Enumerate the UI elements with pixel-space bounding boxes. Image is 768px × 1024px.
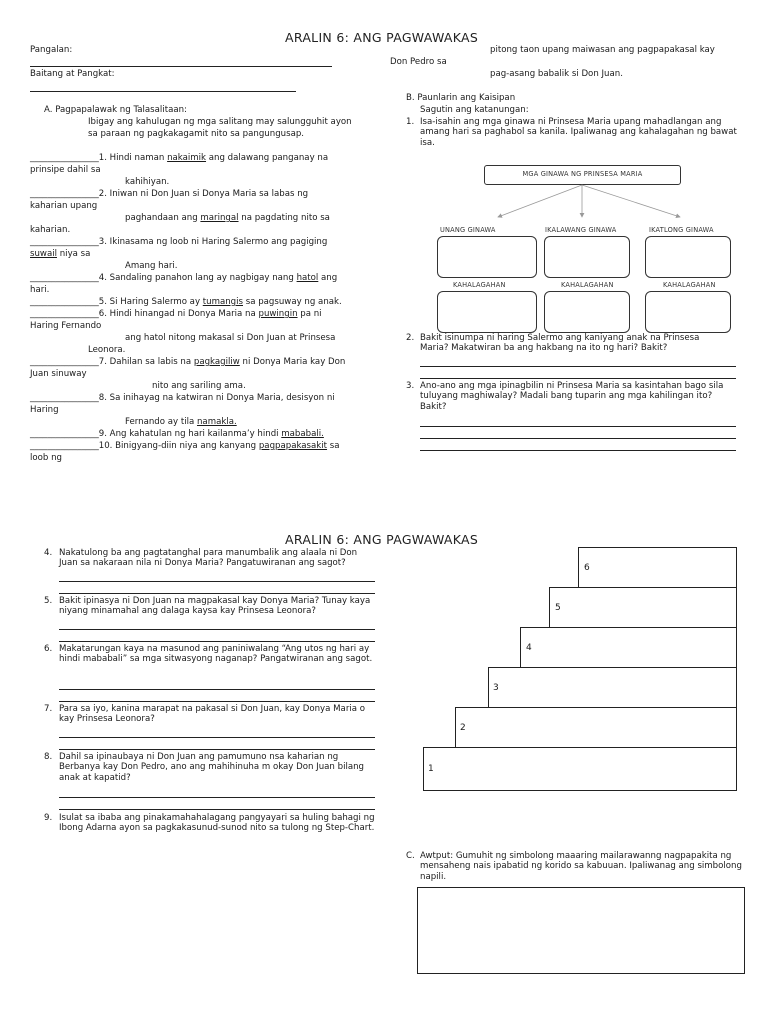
answer-blank[interactable]: ________________	[30, 237, 99, 247]
answer-line[interactable]	[59, 689, 375, 690]
vocab-item-2-cont: kaharian.	[30, 225, 71, 235]
answer-line[interactable]	[59, 737, 375, 738]
answer-line[interactable]	[420, 450, 736, 451]
question-number: 1.	[406, 117, 415, 127]
step-box-3[interactable]: 3	[488, 667, 737, 709]
vocab-item-3-cont: Amang hari.	[125, 261, 178, 271]
question-number: 6.	[44, 644, 53, 654]
vocab-item-7-cont: Juan sinuway	[30, 369, 87, 379]
answer-blank[interactable]: ________________	[30, 297, 99, 307]
question-8: Dahil sa ipinaubaya ni Don Juan ang pamumuno nsa kaharian ng Berbanya kay Don Pedro, ano ang mahihinuha m okay Don Juan bilang anak at kapatid?	[59, 752, 365, 783]
answer-blank[interactable]: ________________	[30, 273, 99, 283]
underlined-word: maringal	[200, 213, 239, 223]
answer-blank[interactable]: ________________	[30, 441, 99, 451]
answer-blank[interactable]: ________________	[30, 393, 99, 403]
question-4: Nakatulong ba ang pagtatanghal para manumbalik ang alaala ni Don Juan sa nakaraan nila ni Donya Maria? Pangatuwiranan ang sagot?	[59, 548, 358, 569]
answer-box[interactable]	[437, 291, 537, 333]
answer-line[interactable]	[59, 629, 375, 630]
vocab-item-5: ________________5. Si Haring Salermo ay tumangis sa pagsuway ng anak.	[30, 297, 342, 307]
diagram-column-label: IKATLONG GINAWA	[649, 226, 714, 234]
step-box-5[interactable]: 5	[549, 587, 737, 629]
answer-box[interactable]	[544, 291, 630, 333]
answer-line[interactable]	[59, 809, 375, 810]
underlined-word: namakla.	[196, 417, 237, 427]
section-a-instruction: sa paraan ng pagkakagamit nito sa pangungusap.	[88, 129, 305, 139]
page1-title: ARALIN 6: ANG PAGWAWAKAS	[285, 30, 479, 45]
section-a-instruction: Ibigay ang kahulugan ng mga salitang may salungguhit ayon	[88, 117, 352, 127]
diagram-sub-label: KAHALAGAHAN	[663, 281, 716, 289]
underlined-word: puwingin	[258, 309, 298, 319]
vocab-item-8: ________________8. Sa inihayag na katwiran ni Donya Maria, desisyon ni	[30, 393, 335, 403]
grade-label: Baitang at Pangkat:	[30, 69, 115, 79]
grade-line[interactable]	[30, 91, 296, 92]
answer-line[interactable]	[59, 701, 375, 702]
question-5: Bakit ipinasya ni Don Juan na magpakasal kay Donya Maria? Tunay kaya niyang minamahal ang dalaga kaysa kay Prinsesa Leonora?	[59, 596, 371, 617]
answer-line[interactable]	[420, 438, 736, 439]
vocab-item-2-cont: kaharian upang	[30, 201, 98, 211]
answer-blank[interactable]: ________________	[30, 153, 99, 163]
vocab-item-10-cont: loob ng	[30, 453, 62, 463]
answer-line[interactable]	[59, 749, 375, 750]
diagram-sub-label: KAHALAGAHAN	[561, 281, 614, 289]
question-number: 8.	[44, 752, 53, 762]
vocab-item-10: ________________10. Binigyang-diin niya ang kanyang pagpapakasakit sa	[30, 441, 340, 451]
answer-line[interactable]	[420, 366, 736, 367]
diagram-column-label: UNANG GINAWA	[440, 226, 496, 234]
answer-box[interactable]	[544, 236, 630, 278]
step-box-1[interactable]: 1	[423, 747, 737, 791]
question-number: 9.	[44, 813, 53, 823]
carry-over-text: pitong taon upang maiwasan ang pagpapakasal kay	[490, 45, 715, 55]
answer-line[interactable]	[420, 426, 736, 427]
name-line[interactable]	[30, 66, 332, 67]
question-2: Bakit isinumpa ni haring Salermo ang kaniyang anak na Prinsesa Maria? Makatwiran ba ang hakbang na ito ng hari? Bakit?	[420, 333, 700, 354]
vocab-item-4-cont: hari.	[30, 285, 50, 295]
question-3: Ano-ano ang mga ipinagbilin ni Prinsesa Maria sa kasintahan bago sila tuluyang maghiwalay? Madali bang tuparin ang mga kahilingan ito? Bakit?	[420, 381, 724, 412]
step-box-6[interactable]: 6	[578, 547, 737, 589]
vocab-item-6-cont: Leonora.	[88, 345, 126, 355]
underlined-word: hatol	[296, 273, 319, 283]
diagram-arrows	[490, 183, 690, 223]
answer-box[interactable]	[437, 236, 537, 278]
answer-box[interactable]	[645, 236, 731, 278]
question-number: 7.	[44, 704, 53, 714]
question-number: 4.	[44, 548, 53, 558]
answer-line[interactable]	[59, 797, 375, 798]
vocab-item-1: ________________1. Hindi naman nakaimik ang dalawang panganay na	[30, 153, 329, 163]
answer-box[interactable]	[645, 291, 731, 333]
diagram-top-label: MGA GINAWA NG PRINSESA MARIA	[522, 170, 643, 178]
carry-over-text: pag-asang babalik si Don Juan.	[490, 69, 623, 79]
vocab-item-3-cont: suwail niya sa	[30, 249, 91, 259]
answer-line[interactable]	[59, 593, 375, 594]
answer-blank[interactable]: ________________	[30, 189, 99, 199]
question-7: Para sa iyo, kanina marapat na pakasal si Don Juan, kay Donya Maria o kay Prinsesa Leonora?	[59, 704, 365, 725]
section-c-label: C.	[406, 851, 415, 861]
section-c-instruction: Awtput: Gumuhit ng simbolong maaaring mailarawanng nagpapakita ng mensaheng nais ipabatid ng korido sa kabuuan. Ipaliwanag ang simbolong napili.	[420, 851, 742, 882]
vocab-item-9: ________________9. Ang kahatulan ng hari kailanma’y hindi mababali.	[30, 429, 324, 439]
diagram-sub-label: KAHALAGAHAN	[453, 281, 506, 289]
diagram-column-label: IKALAWANG GINAWA	[545, 226, 617, 234]
answer-line[interactable]	[420, 378, 736, 379]
question-number: 3.	[406, 381, 415, 391]
question-9: Isulat sa ibaba ang pinakamahahalagang pangyayari sa huling bahagi ng Ibong Adarna ayon sa pagkakasunud-sunod nito sa tulong ng Step-Chart.	[59, 813, 375, 834]
vocab-item-8-cont: Fernando ay tila namakla.	[125, 417, 237, 427]
underlined-word: nakaimik	[167, 153, 207, 163]
vocab-item-4: ________________4. Sandaling panahon lang ay nagbigay nang hatol ang	[30, 273, 338, 283]
answer-line[interactable]	[59, 641, 375, 642]
vocab-item-2-cont: paghandaan ang maringal na pagdating nito sa	[125, 213, 330, 223]
section-b-subheading: Sagutin ang katanungan:	[420, 105, 529, 115]
underlined-word: tumangis	[202, 297, 243, 307]
vocab-item-6-cont: ang hatol nitong makasal si Don Juan at Prinsesa	[125, 333, 336, 343]
underlined-word: suwail	[30, 249, 57, 259]
section-b-heading: B. Paunlarin ang Kaisipan	[406, 93, 516, 103]
vocab-item-8-cont: Haring	[30, 405, 59, 415]
step-box-4[interactable]: 4	[520, 627, 737, 669]
question-number: 5.	[44, 596, 53, 606]
underlined-word: pagpapakasakit	[258, 441, 328, 451]
underlined-word: mababali.	[281, 429, 324, 439]
carry-over-text: Don Pedro sa	[390, 57, 447, 67]
symbol-drawing-box[interactable]	[417, 887, 745, 974]
answer-blank[interactable]: ________________	[30, 309, 99, 319]
question-1: Isa-isahin ang mga ginawa ni Prinsesa Maria upang mahadlangan ang amang hari sa paghabol sa kanila. Ipaliwanag ang kahalagahan ng bawat isa.	[420, 117, 737, 148]
vocab-item-6: ________________6. Hindi hinangad ni Donya Maria na puwingin pa ni	[30, 309, 322, 319]
underlined-word: pagkagiliw	[193, 357, 240, 367]
vocab-item-2: ________________2. Iniwan ni Don Juan si Donya Maria sa labas ng	[30, 189, 309, 199]
answer-line[interactable]	[59, 581, 375, 582]
page2-title: ARALIN 6: ANG PAGWAWAKAS	[285, 532, 479, 547]
step-box-2[interactable]: 2	[455, 707, 737, 749]
name-label: Pangalan:	[30, 45, 73, 55]
vocab-item-1-cont: prinsipe dahil sa	[30, 165, 101, 175]
vocab-item-7: ________________7. Dahilan sa labis na pagkagiliw ni Donya Maria kay Don	[30, 357, 346, 367]
answer-blank[interactable]: ________________	[30, 429, 99, 439]
vocab-item-6-cont: Haring Fernando	[30, 321, 102, 331]
question-6: Makatarungan kaya na masunod ang paniniwalang “Ang utos ng hari ay hindi mababali” sa mga sitwasyong naganap? Pangatwiranan ang sagot.	[59, 644, 373, 665]
vocab-item-1-cont: kahihiyan.	[125, 177, 170, 187]
vocab-item-3: ________________3. Ikinasama ng loob ni Haring Salermo ang pagiging	[30, 237, 328, 247]
vocab-item-7-cont: nito ang sariling ama.	[152, 381, 246, 391]
answer-blank[interactable]: ________________	[30, 357, 99, 367]
question-number: 2.	[406, 333, 415, 343]
section-a-heading: A. Pagpapalawak ng Talasalitaan:	[44, 105, 187, 115]
